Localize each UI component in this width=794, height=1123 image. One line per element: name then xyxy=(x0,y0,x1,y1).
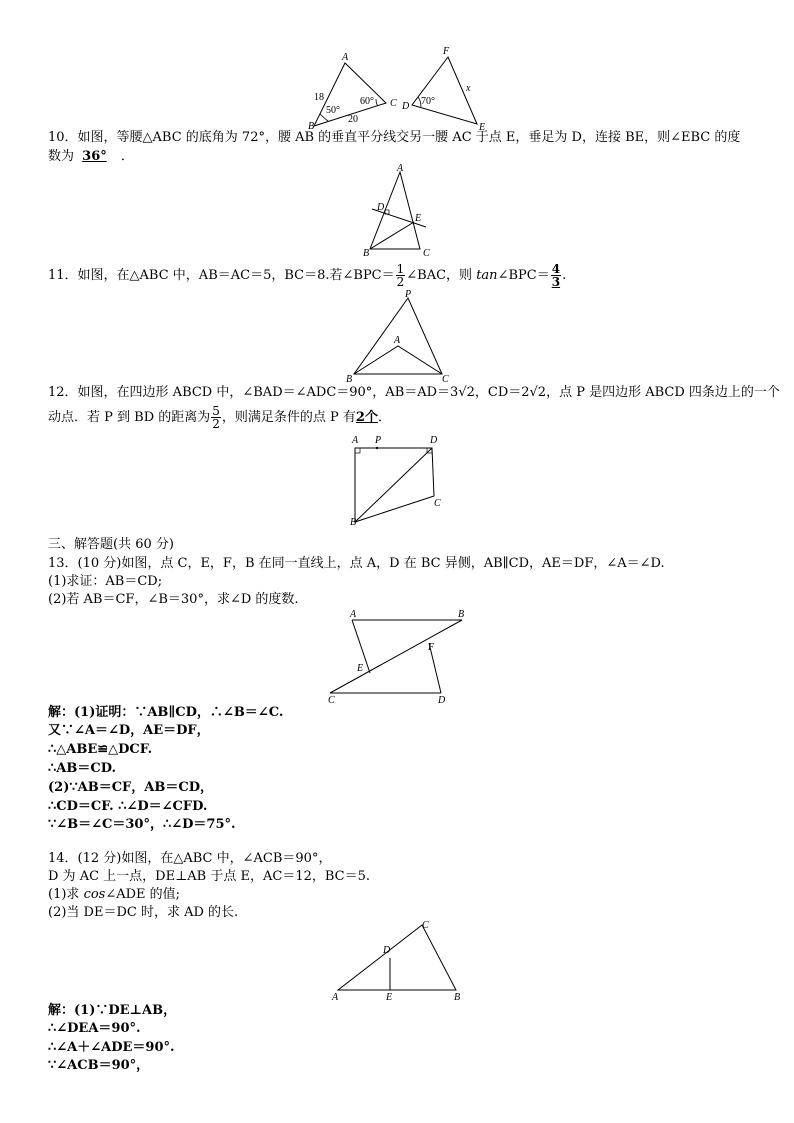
label-d: D xyxy=(383,945,391,956)
diagonal-bd xyxy=(355,448,432,522)
q12-line2 xyxy=(48,404,391,432)
label-c: C xyxy=(390,98,397,109)
q11-mid2: ∠BPC＝ xyxy=(497,268,550,283)
side-x-label: x xyxy=(466,83,471,94)
label-c: C xyxy=(434,498,441,509)
label-a: A xyxy=(342,52,349,63)
q14-sol-line: ∵∠ACB＝90°， xyxy=(48,1058,150,1073)
label-b: B xyxy=(454,992,461,1003)
label-f: F xyxy=(443,46,450,57)
q14-cos: cos xyxy=(83,887,106,902)
label-a: A xyxy=(397,163,404,174)
q11-frac-num: 1 xyxy=(396,262,405,276)
label-c: C xyxy=(423,248,430,259)
q12-line2-post: ． xyxy=(377,410,391,425)
q14-part2: (2)当 DE＝DC 时，求 AD 的长. xyxy=(48,905,239,920)
q10-line2-pre: 数为 xyxy=(48,149,75,164)
segment-cb xyxy=(330,620,462,693)
q13-sol-line: ∴AB＝CD. xyxy=(48,761,117,776)
label-b: B xyxy=(346,374,353,384)
q11-tan: tan xyxy=(476,268,498,283)
figure-congruent-triangles xyxy=(300,40,500,130)
q11-post: . xyxy=(562,268,567,283)
figure-q11 xyxy=(340,288,460,384)
q13-sol-line: ∵∠B＝∠C＝30°，∴∠D＝75°. xyxy=(48,817,236,832)
q14-part1-post: ∠ADE 的值; xyxy=(105,887,181,902)
label-b: B xyxy=(458,609,465,620)
q13-sol-line: 又∵∠A＝∠D，AE＝DF， xyxy=(48,723,210,738)
q10-line1: 10．如图，等腰△ABC 的底角为 72°，腰 AB 的垂直平分线交另一腰 AC 于点 E，垂足为 D，连接 BE，则∠EBC 的度 xyxy=(48,130,741,145)
label-b: B xyxy=(363,248,370,259)
q13-sol-line: ∴△ABE≌△DCF. xyxy=(48,742,153,757)
label-p: P xyxy=(375,435,382,446)
q12-frac-num: 5 xyxy=(212,404,220,418)
q11-fraction xyxy=(396,263,406,288)
q11-pre: 11．如图，在△ABC 中，AB＝AC＝5，BC＝8.若∠BPC＝ xyxy=(48,268,395,283)
label-c: C xyxy=(442,374,449,384)
side-ab-label: 18 xyxy=(314,92,324,103)
q11-answer xyxy=(551,263,561,288)
label-d: D xyxy=(377,202,385,213)
q10-answer: 36° xyxy=(82,149,107,164)
label-a: A xyxy=(352,435,359,446)
angle-c-label: 60° xyxy=(360,96,374,107)
q13-sol-line: (2)∵AB＝CF，AB＝CD， xyxy=(48,780,213,795)
q12-line1: 12．如图，在四边形 ABCD 中，∠BAD＝∠ADC＝90°，AB＝AD＝3√2，CD＝2√2，点 P 是四边形 ABCD 四条边上的一个 xyxy=(48,385,780,400)
label-e: E xyxy=(357,663,364,674)
q11-mid: ∠BAC，则 xyxy=(406,268,473,283)
q10-line2-post: ． xyxy=(120,149,134,164)
figure-q10 xyxy=(360,162,450,262)
q12-fraction xyxy=(211,405,221,430)
side-bc-label: 20 xyxy=(348,114,358,125)
q14-part1-pre: (1)求 xyxy=(48,887,80,902)
q13-sol-line: 解：(1)证明：∵AB∥CD，∴∠B＝∠C. xyxy=(48,705,284,720)
q14-sol-line: ∴∠A＋∠ADE＝90°. xyxy=(48,1040,175,1055)
q11-frac-den: 2 xyxy=(396,275,405,289)
q14-sol-line: ∴∠DEA＝90°. xyxy=(48,1021,141,1036)
label-e: E xyxy=(415,213,422,224)
figure-q12 xyxy=(345,432,455,527)
q12-answer: 2个 xyxy=(355,410,378,425)
q13-stem: 13．(10 分)如图，点 C，E，F，B 在同一直线上，点 A，D 在 BC 异侧，AB∥CD，AE＝DF，∠A＝∠D. xyxy=(48,556,665,571)
q14-part1 xyxy=(48,886,180,904)
label-b: B xyxy=(308,121,315,130)
right-angle-mark-a xyxy=(355,448,360,453)
label-a: A xyxy=(394,335,401,346)
q14-stem2: D 为 AC 上一点，DE⊥AB 于点 E，AC＝12，BC＝5. xyxy=(48,869,371,884)
q14-sol-line: 解：(1)∵DE⊥AB， xyxy=(48,1003,177,1018)
point-p xyxy=(376,447,378,449)
figure-q13 xyxy=(322,605,472,705)
label-a: A xyxy=(350,609,357,620)
q14-stem1: 14．(12 分)如图，在△ABC 中，∠ACB＝90°， xyxy=(48,851,332,866)
label-d: D xyxy=(438,695,446,705)
triangle-abc xyxy=(354,346,442,374)
q12-frac-den: 2 xyxy=(212,417,220,431)
angle-b-label: 50° xyxy=(326,105,340,116)
q13-part1: (1)求证：AB＝CD; xyxy=(48,574,163,589)
q13-part2: (2)若 AB＝CF，∠B＝30°，求∠D 的度数. xyxy=(48,592,299,607)
figure-q14 xyxy=(330,915,470,1005)
q11-ans-num: 4 xyxy=(551,262,561,276)
label-a: A xyxy=(332,992,339,1003)
q11-ans-den: 3 xyxy=(551,275,561,289)
label-e: E xyxy=(386,992,393,1003)
label-d: D xyxy=(402,101,410,112)
label-b: B xyxy=(350,517,357,527)
q10-line2 xyxy=(48,148,134,166)
q12-line2-pre: 动点．若 P 到 BD 的距离为 xyxy=(48,410,211,425)
q12-line2-mid: ，则满足条件的点 P 有 xyxy=(221,410,356,425)
segment-be xyxy=(370,222,414,249)
label-e: E xyxy=(479,122,486,130)
q11-line xyxy=(48,262,566,290)
label-d: D xyxy=(430,435,438,446)
label-c: C xyxy=(422,920,429,931)
label-p: P xyxy=(405,289,412,300)
q13-sol-line: ∴CD＝CF. ∴∠D＝∠CFD. xyxy=(48,799,208,814)
label-f: F xyxy=(428,642,435,653)
angle-mark-c xyxy=(376,99,378,106)
section-title: 三、解答题(共 60 分) xyxy=(48,537,174,552)
label-c: C xyxy=(328,695,335,705)
angle-d-label: 70° xyxy=(421,96,435,107)
triangle-abc xyxy=(338,925,456,990)
